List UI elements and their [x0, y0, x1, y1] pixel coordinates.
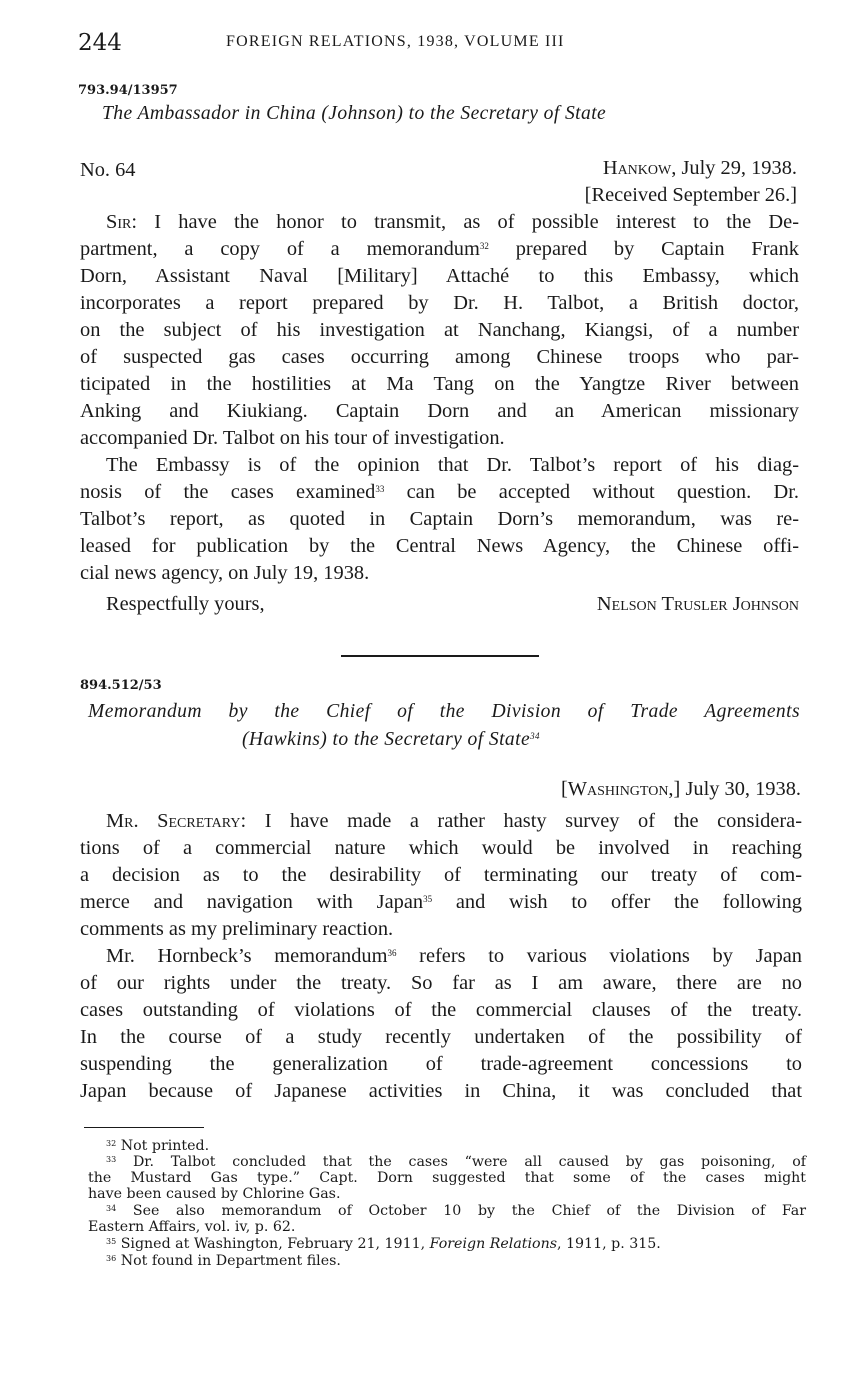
doc1-line-3: Dorn, Assistant Naval [Military] Attaché to this Embassy, which: [80, 265, 799, 287]
doc2-date: July 30, 1938.: [685, 778, 801, 800]
footnote-33-line-3: have been caused by Chlorine Gas.: [88, 1186, 341, 1202]
footnote-mark: 33: [375, 484, 385, 494]
doc1-title: The Ambassador in China (Johnson) to the Secretary of State: [102, 103, 607, 124]
doc2-file-number: 894.512/53: [80, 678, 162, 693]
doc1-line-8: Anking and Kiukiang. Captain Dorn and an American missionary: [80, 400, 799, 422]
doc1-salutation: Sir: [106, 211, 132, 233]
doc2-line-5: comments as my preliminary reaction.: [80, 918, 394, 940]
footnote-36: $^{36}$ Not found in Department files.: [106, 1253, 341, 1269]
doc2-line-2: tions of a commercial nature which would be involved in reaching: [80, 837, 802, 859]
section-divider: [341, 655, 539, 657]
doc1-line-5: on the subject of his investigation at Nanchang, Kiangsi, of a number: [80, 319, 799, 341]
doc1-line-13: leased for publication by the Central News Agency, the Chinese offi-: [80, 535, 799, 557]
doc1-dateline: [603, 155, 797, 182]
doc2-line-7: of our rights under the treaty. So far as I am aware, there are no: [80, 972, 802, 994]
footnote-mark: 34: [530, 731, 540, 741]
doc1-date: July 29, 1938.: [681, 157, 797, 179]
doc1-closing: Respectfully yours,: [106, 593, 265, 615]
doc1-received: [Received September 26.]: [584, 184, 797, 206]
footnote-33-line-1: $^{33}$ Dr. Talbot concluded that the cases “were all caused by gas poisoning, of: [106, 1154, 806, 1170]
doc2-dateline: [561, 776, 801, 803]
doc2-salutation: Mr. Secretary: [106, 810, 241, 832]
doc1-line-12: Talbot’s report, as quoted in Captain Dorn’s memorandum, was re-: [80, 508, 799, 530]
doc2-line-1: Mr. Secretary: I have made a rather hasty survey of the considera-: [106, 810, 802, 832]
doc2-line-3: a decision as to the desirability of terminating our treaty of com-: [80, 864, 802, 886]
doc1-file-number: 793.94/13957: [78, 83, 178, 98]
doc2-line-4: merce and navigation with Japan$^{35}$ and wish to offer the following: [80, 891, 802, 913]
doc1-line-10: The Embassy is of the opinion that Dr. Talbot’s report of his diag-: [106, 454, 799, 476]
doc2-line-6: Mr. Hornbeck’s memorandum$^{36}$ refers to various violations by Japan: [106, 945, 803, 967]
doc1-place: Hankow,: [602, 157, 677, 179]
running-head: FOREIGN RELATIONS, 1938, VOLUME III: [226, 33, 565, 50]
footnote-34-line-1: $^{34}$ See also memorandum of October 10 by the Chief of the Division of Far: [106, 1203, 806, 1219]
doc2-line-10: suspending the generalization of trade-agreement concessions to: [80, 1053, 802, 1075]
footnote-mark: 36: [387, 948, 397, 958]
doc1-line-1: Sir: I have the honor to transmit, as of possible interest to the De-: [106, 211, 799, 233]
doc1-line-2: partment, a copy of a memorandum$^{32}$ prepared by Captain Frank: [80, 238, 800, 260]
doc1-signature: Nelson Trusler Johnson: [596, 593, 799, 615]
doc1-line-11: nosis of the cases examined$^{33}$ can be accepted without question. Dr.: [80, 481, 799, 503]
footnote-32: $^{32}$ Not printed.: [106, 1138, 210, 1154]
doc2-title-line-1: Memorandum by the Chief of the Division of Trade Agreements: [88, 701, 800, 722]
doc2-place: [Washington,]: [560, 778, 681, 800]
doc2-line-9: In the course of a study recently undertaken of the possibility of: [80, 1026, 802, 1048]
doc1-line-9: accompanied Dr. Talbot on his tour of investigation.: [80, 427, 505, 449]
doc2-line-8: cases outstanding of violations of the commercial clauses of the treaty.: [80, 999, 802, 1021]
footnote-35: $^{35}$ Signed at Washington, February 21, 1911, Foreign Relations, 1911, p. 315.: [106, 1236, 661, 1252]
footnote-mark: 35: [423, 894, 433, 904]
footnote-rule: [84, 1127, 204, 1128]
footnote-34-line-2: Eastern Affairs, vol. iv, p. 62.: [88, 1219, 296, 1235]
doc2-title-line-2: (Hawkins) to the Secretary of State$^{34}$: [242, 729, 540, 750]
doc1-line-6: of suspected gas cases occurring among Chinese troops who par-: [80, 346, 799, 368]
footnote-33-line-2: the Mustard Gas type.” Capt. Dorn suggested that some of the cases might: [88, 1170, 806, 1186]
footnote-mark: 32: [479, 241, 489, 251]
doc1-line-14: cial news agency, on July 19, 1938.: [80, 562, 370, 584]
doc1-line-7: ticipated in the hostilities at Ma Tang on the Yangtze River between: [80, 373, 799, 395]
page-number: 244: [78, 30, 122, 56]
doc2-line-11: Japan because of Japanese activities in China, it was concluded that: [80, 1080, 802, 1102]
doc1-number: No. 64: [80, 159, 136, 181]
doc1-line-4: incorporates a report prepared by Dr. H. Talbot, a British doctor,: [80, 292, 799, 314]
